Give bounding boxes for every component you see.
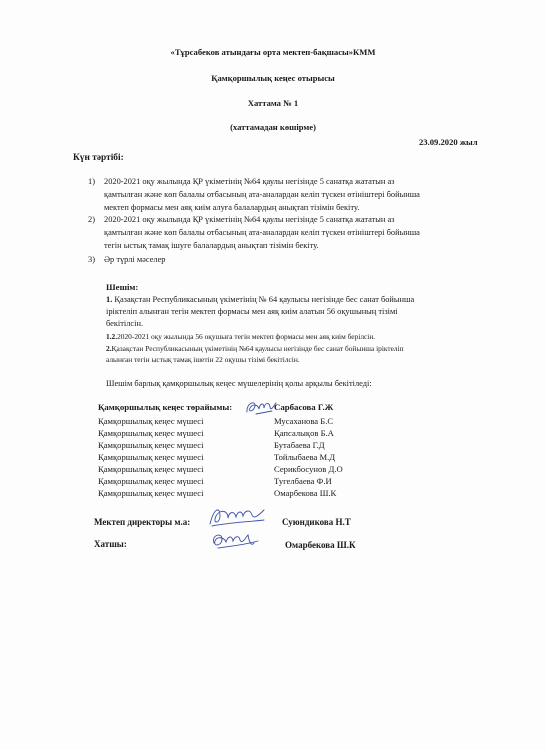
secretary-name: Омарбекова Ш.К bbox=[285, 540, 356, 550]
member-name: Бутабаева Г.Д bbox=[274, 440, 325, 450]
decision-closing: Шешім барлық қамқоршылық кеңес мүшелерінің қолы арқылы бекітіледі: bbox=[106, 379, 372, 388]
decision-line: Қазақстан Республикасының үкіметінің №64 қаулысы негізінде бес санат бойынша іріктеліп bbox=[111, 344, 404, 353]
director-role: Мектеп директоры м.а: bbox=[94, 517, 191, 527]
member-name: Мусаханова Б.С bbox=[274, 416, 334, 426]
school-name: «Тұрсабеков атындағы орта мектеп-бақшасы»КММ bbox=[170, 47, 376, 57]
agenda-item-number: 1) bbox=[88, 177, 95, 186]
agenda-item-line: қамтылған және көп балалы отбасының ата-аналардан келіп түскен өтініштері бойынша bbox=[104, 190, 420, 199]
director-name: Суюндикова Н.Т bbox=[282, 517, 351, 527]
agenda-item-line: мектеп формасы мен аяқ киім алуға балалардың анықтап тізімін бекіту. bbox=[104, 203, 360, 212]
council-member-row bbox=[98, 428, 388, 439]
member-role: Қамқоршылық кеңес мүшесі bbox=[98, 452, 204, 462]
decision-number: 1. bbox=[106, 295, 113, 304]
council-member-row bbox=[98, 488, 388, 499]
agenda-item-number: 3) bbox=[88, 255, 95, 264]
council-chair-name: Сарбасова Г.Ж bbox=[274, 402, 334, 412]
council-chair-row bbox=[98, 402, 388, 413]
member-name: Серикбосунов Д.О bbox=[274, 464, 343, 474]
member-name: Тугелбаева Ф.И bbox=[274, 476, 332, 486]
council-title: Қамқоршылық кеңес отырысы bbox=[211, 73, 335, 83]
decision-paragraph-2 bbox=[106, 332, 375, 341]
member-role: Қамқоршылық кеңес мүшесі bbox=[98, 416, 204, 426]
decision-line: 2020-2021 оқу жылында 56 оқушыға тегін мектеп формасы мен аяқ киім берілсін. bbox=[117, 332, 376, 341]
member-name: Тойлыбаева М.Д bbox=[274, 452, 336, 462]
council-member-row bbox=[98, 476, 388, 487]
decision-line: іріктеліп алынған тегін мектеп формасы мен аяқ киім алатын 56 оқушының тізімі bbox=[106, 307, 398, 316]
secretary-role: Хатшы: bbox=[94, 539, 127, 549]
member-role: Қамқоршылық кеңес мүшесі bbox=[98, 488, 204, 498]
decision-number: 2. bbox=[106, 344, 112, 353]
secretary-signature bbox=[208, 529, 264, 553]
member-role: Қамқоршылық кеңес мүшесі bbox=[98, 428, 204, 438]
decision-line: алынған тегін ыстық тамақ ішетін 22 оқушы тізімі бекітілсін. bbox=[106, 355, 300, 364]
council-member-row bbox=[98, 452, 388, 463]
agenda-item-line: 2020-2021 оқу жылында ҚР үкіметінің №64 қаулы негізінде 5 санатқа жататын аз bbox=[104, 177, 395, 186]
council-member-row bbox=[98, 464, 388, 475]
council-chair-role: Қамқоршылық кеңес төрайымы: bbox=[98, 402, 233, 412]
agenda-item-line: 2020-2021 оқу жылында ҚР үкіметінің №64 қаулы негізінде 5 санатқа жататын аз bbox=[104, 215, 395, 224]
agenda-title: Күн тәртібі: bbox=[73, 153, 124, 163]
council-member-row bbox=[98, 416, 388, 427]
director-signature bbox=[206, 504, 268, 530]
protocol-date: 23.09.2020 жыл bbox=[419, 137, 478, 147]
member-name: Қапсалықов Б.А bbox=[274, 428, 334, 438]
member-role: Қамқоршылық кеңес мүшесі bbox=[98, 476, 204, 486]
council-member-row bbox=[98, 440, 388, 451]
decision-line: Қазақстан Республикасының үкіметінің № 64 қаулысы негізінде бес санат бойынша bbox=[112, 295, 415, 304]
agenda-item-line: қамтылған және көп балалы отбасының ата-аналардан келіп түскен өтініштері бойынша bbox=[104, 228, 420, 237]
extract-note: (хаттамадан көшірме) bbox=[230, 122, 316, 132]
member-role: Қамқоршылық кеңес мүшесі bbox=[98, 464, 204, 474]
decision-title: Шешім: bbox=[106, 282, 139, 292]
decision-line: бекітілсін. bbox=[106, 319, 144, 328]
agenda-item-line: тегін ыстық тамақ ішуге балалардың анықтап тізімін бекіту. bbox=[104, 241, 319, 250]
member-role: Қамқоршылық кеңес мүшесі bbox=[98, 440, 204, 450]
decision-number: 1.2. bbox=[106, 332, 118, 341]
member-name: Омарбекова Ш.К bbox=[274, 488, 337, 498]
agenda-item-number: 2) bbox=[88, 215, 95, 224]
agenda-item-line: Әр түрлі мәселер bbox=[104, 255, 166, 264]
chair-signature bbox=[244, 397, 278, 419]
protocol-number: Хаттама № 1 bbox=[247, 98, 299, 108]
